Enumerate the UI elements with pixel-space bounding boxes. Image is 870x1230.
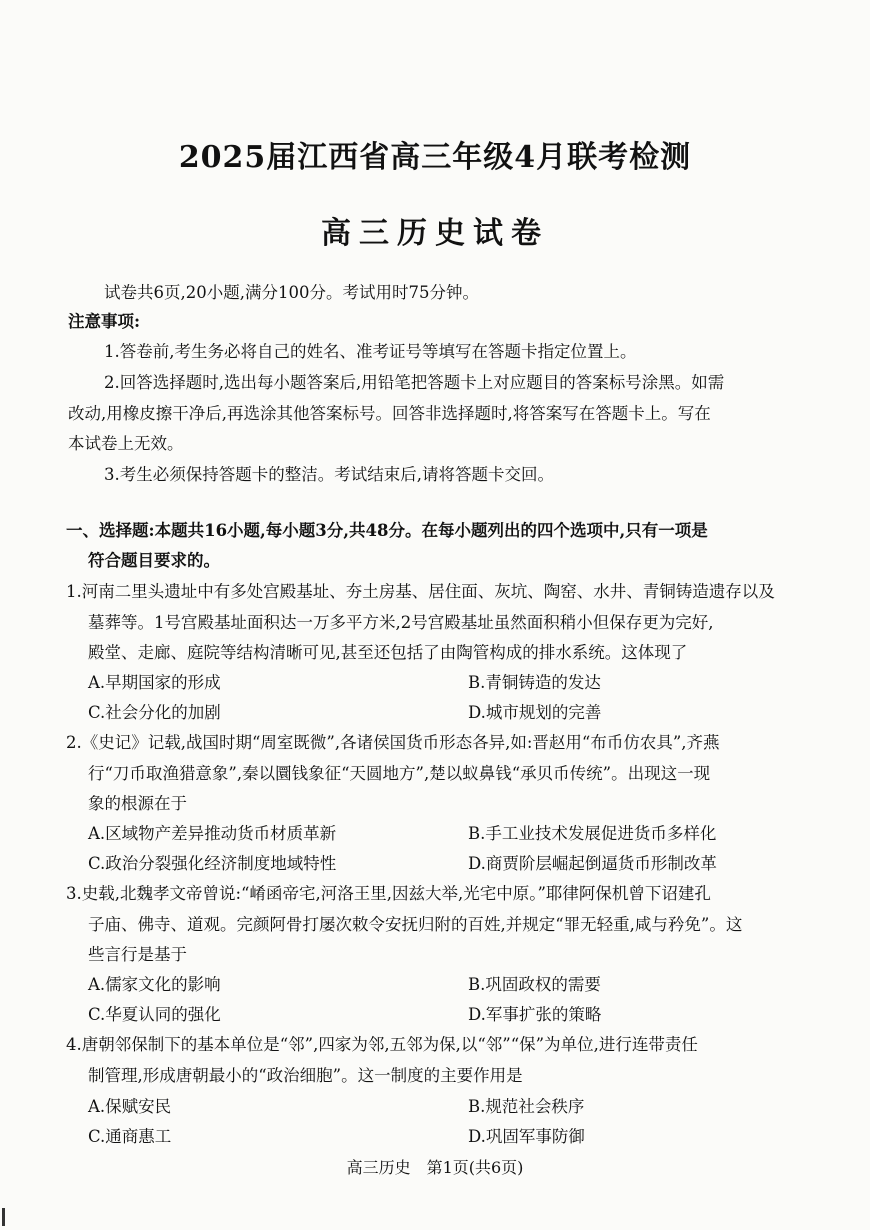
option-c: C.华夏认同的强化 <box>88 1005 221 1024</box>
note-item-2-line-3: 本试卷上无效。 <box>68 434 184 453</box>
option-c: C.政治分裂强化经济制度地域特性 <box>88 854 337 873</box>
option-b: B.手工业技术发展促进货币多样化 <box>468 824 717 843</box>
option-d: D.巩固军事防御 <box>468 1127 585 1146</box>
option-c: C.社会分化的加剧 <box>88 703 221 722</box>
scan-edge-mark <box>2 1208 5 1226</box>
exam-intro: 试卷共6页,20小题,满分100分。考试用时75分钟。 <box>104 283 479 302</box>
question-stem-line: 2.《史记》记载,战国时期“周室既微”,各诸侯国货币形态各异,如:晋赵用“布币仿农具”,齐燕 <box>66 733 720 752</box>
page-footer: 高三历史 第1页(共6页) <box>346 1158 524 1177</box>
note-item-2-line-1: 2.回答选择题时,选出每小题答案后,用铅笔把答题卡上对应题目的答案标号涂黑。如需 <box>104 373 725 392</box>
question-stem-line: 4.唐朝邻保制下的基本单位是“邻”,四家为邻,五邻为保,以“邻”“保”为单位,进行连带责任 <box>66 1035 698 1054</box>
question-stem-line: 3.史载,北魏孝文帝曾说:“崤函帝宅,河洛王里,因兹大举,光宅中原。”耶律阿保机曾下诏建孔 <box>66 884 711 903</box>
option-d: D.城市规划的完善 <box>468 703 602 722</box>
option-b: B.青铜铸造的发达 <box>468 673 601 692</box>
notes-heading: 注意事项: <box>68 312 141 331</box>
option-a: A.早期国家的形成 <box>88 673 221 692</box>
question-stem-line: 制管理,形成唐朝最小的“政治细胞”。这一制度的主要作用是 <box>88 1066 523 1085</box>
note-item-1: 1.答卷前,考生务必将自己的姓名、准考证号等填写在答题卡指定位置上。 <box>104 342 637 361</box>
option-d: D.商贾阶层崛起倒逼货币形制改革 <box>468 854 717 873</box>
note-item-2-line-2: 改动,用橡皮擦干净后,再选涂其他答案标号。回答非选择题时,将答案写在答题卡上。写在 <box>68 404 711 423</box>
exam-title: 2025届江西省高三年级4月联考检测 <box>178 140 692 175</box>
question-stem-line: 象的根源在于 <box>88 794 187 813</box>
option-d: D.军事扩张的策略 <box>468 1005 602 1024</box>
note-item-3: 3.考生必须保持答题卡的整洁。考试结束后,请将答题卡交回。 <box>104 465 554 484</box>
option-a: A.儒家文化的影响 <box>88 975 221 994</box>
section-1-heading: 一、选择题:本题共16小题,每小题3分,共48分。在每小题列出的四个选项中,只有一项是 <box>66 521 708 540</box>
option-a: A.保赋安民 <box>88 1097 172 1116</box>
option-b: B.规范社会秩序 <box>468 1097 585 1116</box>
section-1-heading-cont: 符合题目要求的。 <box>88 551 220 570</box>
question-stem-line: 殿堂、走廊、庭院等结构清晰可见,甚至还包括了由陶管构成的排水系统。这体现了 <box>88 643 688 662</box>
option-c: C.通商惠工 <box>88 1127 172 1146</box>
subject-title: 高三历史试卷 <box>321 216 549 251</box>
question-stem-line: 行“刀币取渔猎意象”,秦以圜钱象征“天圆地方”,楚以蚁鼻钱“承贝币传统”。出现这一现 <box>88 764 711 783</box>
option-b: B.巩固政权的需要 <box>468 975 601 994</box>
question-stem-line: 些言行是基于 <box>88 945 187 964</box>
option-a: A.区域物产差异推动货币材质革新 <box>88 824 337 843</box>
question-stem-line: 墓葬等。1号宫殿基址面积达一万多平方米,2号宫殿基址虽然面积稍小但保存更为完好, <box>88 613 714 632</box>
question-stem-line: 子庙、佛寺、道观。完颜阿骨打屡次敕令安抚归附的百姓,并规定“罪无轻重,咸与矜免”。这 <box>88 915 743 934</box>
question-stem-line: 1.河南二里头遗址中有多处宫殿基址、夯土房基、居住面、灰坑、陶窑、水井、青铜铸造遗存以及 <box>66 582 775 601</box>
